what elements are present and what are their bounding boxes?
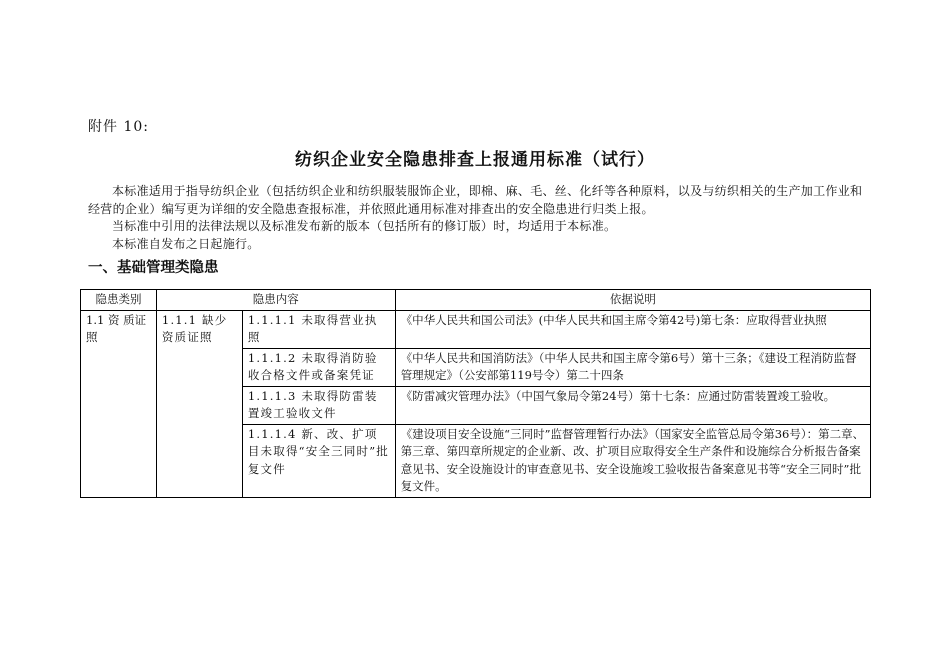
header-basis: 依据说明 (395, 290, 870, 311)
intro-paragraph: 本标准自发布之日起施行。 (112, 236, 260, 251)
hazard-item-cell: 1.1.1.3 未取得防雷装置竣工验收文件 (242, 386, 395, 424)
basis-cell: 《防雷减灾管理办法》（中国气象局令第24号）第十七条：应通过防雷装置竣工验收。 (395, 386, 870, 424)
section-heading: 一、基础管理类隐患 (88, 260, 219, 276)
table-header-row (81, 290, 871, 311)
hazard-item-cell: 1.1.1.1 未取得营业执照 (242, 310, 395, 348)
basis-cell: 《中华人民共和国消防法》（中华人民共和国主席令第6号）第十三条；《建设工程消防监督管理规定》（公安部第119号令）第二十四条 (395, 348, 870, 386)
basis-cell: 《建设项目安全设施“三同时”监督管理暂行办法》（国家安全监管总局令第36号）：第二章、第三章、第四章所规定的企业新、改、扩项目应取得安全生产条件和设施综合分析报告备案意见书、安全设施设计的审查意见书、安全设施竣工验收报告备案意见书等“安全三同时”批复文件。 (395, 424, 870, 497)
subcategory-cell: 1.1.1 缺少资质证照 (156, 310, 242, 497)
intro-paragraph: 当标准中引用的法律法规以及标准发布新的版本（包括所有的修订版）时，均适用于本标准。 (112, 219, 617, 233)
hazard-table (80, 289, 871, 498)
attachment-label: 附件 10: (88, 119, 149, 135)
hazard-item-cell: 1.1.1.2 未取得消防验收合格文件或备案凭证 (242, 348, 395, 386)
category-cell: 1.1 资 质证照 (81, 310, 157, 497)
intro-text (88, 183, 866, 253)
intro-paragraph: 本标准适用于指导纺织企业（包括纺织企业和纺织服装服饰企业，即棉、麻、毛、丝、化纤等各种原料，以及与纺织相关的生产加工作业和经营的企业）编写更为详细的安全隐患查报标准，并依照此通用标准对排查出的安全隐患进行归类上报。 (88, 184, 863, 216)
basis-cell: 《中华人民共和国公司法》(中华人民共和国主席令第42号)第七条：应取得营业执照 (395, 310, 870, 348)
document-title: 纺织企业安全隐患排查上报通用标准（试行） (295, 150, 655, 170)
hazard-item-cell: 1.1.1.4 新、改、扩项目未取得“安全三同时”批复文件 (242, 424, 395, 497)
table-row (81, 310, 871, 348)
header-category: 隐患类别 (81, 290, 157, 311)
header-content: 隐患内容 (156, 290, 395, 311)
